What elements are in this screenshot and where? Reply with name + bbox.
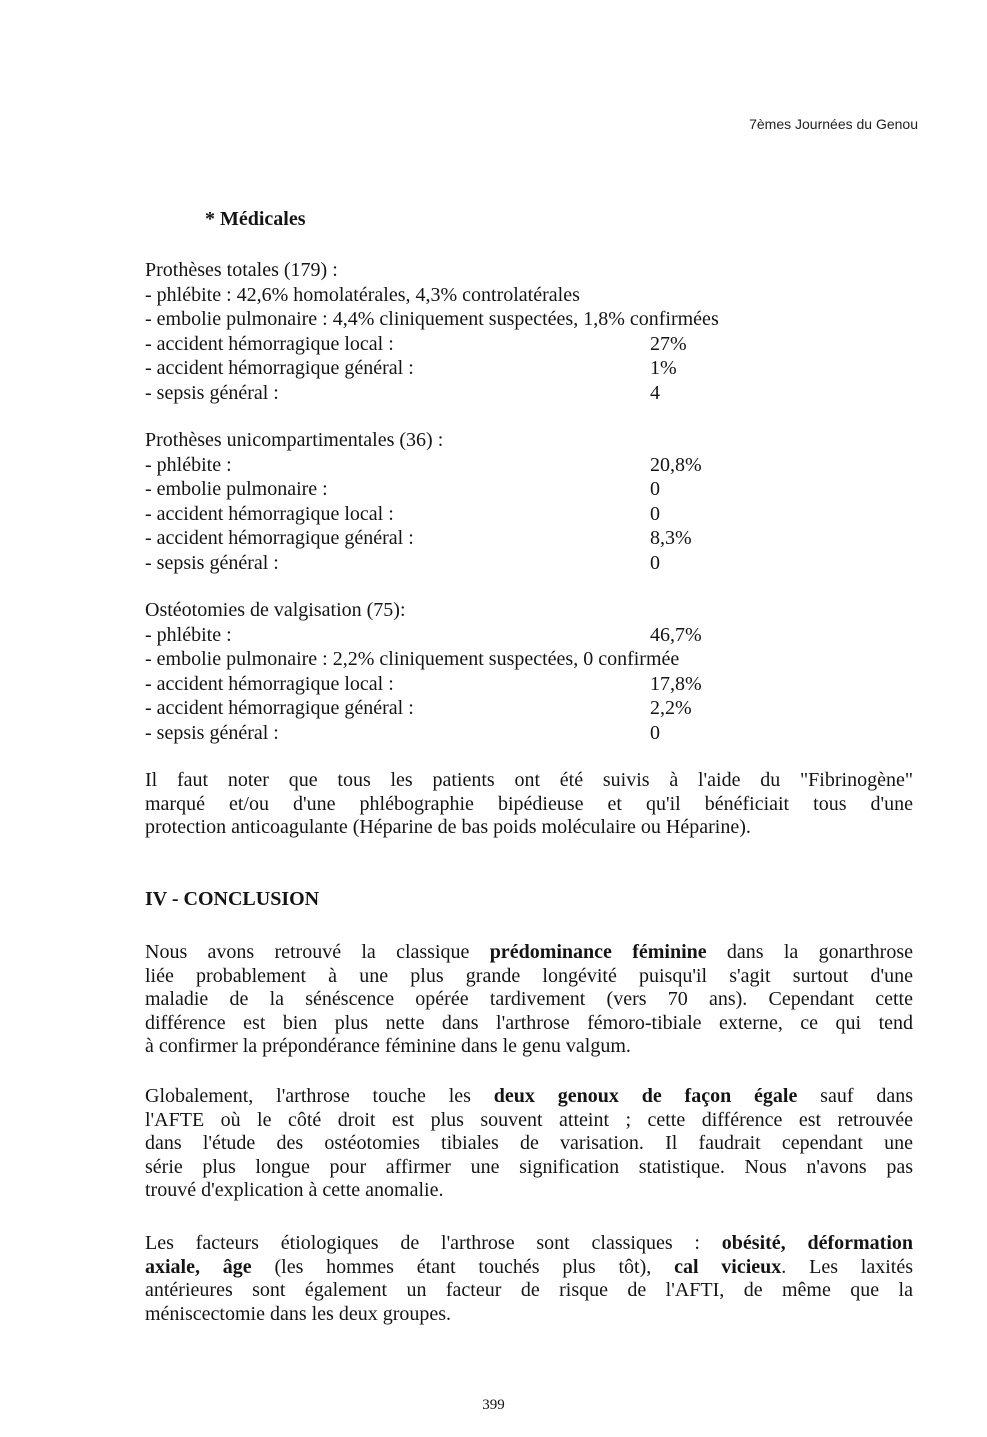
complication-row: [145, 477, 660, 502]
complication-label: - phlébite : 42,6% homolatérales, 4,3% controlatérales: [145, 283, 580, 306]
paragraph-line: [145, 941, 913, 965]
emphasis-text: obésité, déformation: [721, 1232, 913, 1254]
conclusion-paragraph-1: [145, 941, 913, 1059]
complication-value: 4: [650, 381, 660, 404]
complication-row: [145, 551, 660, 576]
complication-row: [145, 332, 719, 357]
complication-label: - accident hémorragique local :: [145, 332, 394, 355]
monitoring-note-paragraph: [145, 769, 913, 840]
complication-value: 46,7%: [650, 623, 702, 646]
paragraph-line: différence est bien plus nette dans l'arthrose fémoro-tibiale externe, ce qui tend: [145, 1011, 913, 1034]
paragraph-line: dans l'étude des ostéotomies tibiales de varisation. Il faudrait cependant une: [145, 1132, 913, 1154]
complication-row: [145, 721, 679, 746]
complication-value: 2,2%: [650, 697, 692, 719]
group-title: Prothèses unicompartimentales (36) :: [145, 429, 444, 451]
complication-label: - accident hémorragique général :: [145, 697, 414, 719]
paragraph-line: marqué et/ou d'une phlébographie bipédieuse et qu'il bénéficiait tous d'une: [145, 792, 913, 815]
complication-row: [145, 307, 719, 332]
complication-row: [145, 283, 719, 308]
complication-label: - phlébite :: [145, 453, 232, 476]
text-run: dans la gonarthrose: [706, 941, 913, 963]
complication-row: [145, 381, 719, 406]
paragraph-line: protection anticoagulante (Héparine de bas poids moléculaire ou Héparine).: [145, 816, 751, 838]
complication-value: 20,8%: [650, 453, 702, 476]
complication-value: 8,3%: [650, 527, 692, 549]
group-unicompartmental-prostheses: [145, 428, 702, 575]
paragraph-line: maladie de la sénéscence opérée tardivement (vers 70 ans). Cependant cette: [145, 988, 913, 1010]
paragraph-line: série plus longue pour affirmer une signification statistique. Nous n'avons pas: [145, 1155, 913, 1178]
complication-row: [145, 672, 702, 697]
complication-row: [145, 647, 679, 672]
complication-value: 17,8%: [650, 672, 702, 695]
paragraph-line: antérieures sont également un facteur de risque de l'AFTI, de même que la: [145, 1279, 913, 1301]
page-number: 399: [482, 1397, 505, 1413]
complication-label: - sepsis général :: [145, 551, 279, 574]
group-title: Prothèses totales (179) :: [145, 259, 338, 281]
complication-label: - accident hémorragique local :: [145, 502, 394, 525]
complication-value: 0: [650, 502, 660, 525]
complication-label: - accident hémorragique général :: [145, 357, 414, 379]
paragraph-line: méniscectomie dans les deux groupes.: [145, 1302, 452, 1325]
complication-row: [145, 502, 660, 527]
paragraph-line: trouvé d'explication à cette anomalie.: [145, 1179, 444, 1201]
complication-row: [145, 453, 702, 478]
text-run: (les hommes étant touchés plus tôt),: [251, 1255, 675, 1278]
text-run: sauf dans: [797, 1085, 913, 1107]
text-run: Globalement, l'arthrose touche les: [145, 1085, 494, 1107]
conclusion-paragraph-2: [145, 1085, 913, 1203]
paragraph-line: Il faut noter que tous les patients ont été suivis à l'aide du "Fibrinogène": [145, 769, 913, 791]
text-run: . Les laxités: [781, 1255, 913, 1278]
group-valgus-osteotomies: [145, 598, 702, 745]
medical-heading: * Médicales: [205, 208, 306, 230]
paragraph-line: [145, 1085, 913, 1109]
emphasis-text: deux genoux de façon égale: [493, 1085, 798, 1107]
conclusion-paragraph-3: [145, 1232, 913, 1326]
complication-label: - embolie pulmonaire :: [145, 478, 328, 500]
complication-label: - sepsis général :: [145, 381, 279, 404]
complication-label: - embolie pulmonaire : 4,4% cliniquement suspectées, 1,8% confirmées: [145, 308, 719, 330]
complication-value: 27%: [650, 332, 687, 355]
complication-value: 0: [650, 721, 660, 744]
paragraph-line: l'AFTE où le côté droit est plus souvent atteint ; cette différence est retrouvée: [145, 1108, 913, 1131]
complication-label: - embolie pulmonaire : 2,2% cliniquement suspectées, 0 confirmée: [145, 648, 680, 670]
complication-label: - accident hémorragique local :: [145, 672, 394, 695]
group-total-prostheses: [145, 258, 719, 405]
running-header: 7èmes Journées du Genou: [749, 116, 918, 132]
paragraph-line: liée probablement à une plus grande longévité puisqu'il s'agit surtout d'une: [145, 964, 913, 987]
text-run: Les facteurs étiologiques de l'arthrose sont classiques :: [145, 1232, 722, 1254]
emphasis-text: axiale, âge: [145, 1255, 252, 1278]
complication-value: 0: [650, 551, 660, 574]
complication-label: - accident hémorragique général :: [145, 527, 414, 549]
group-title: Ostéotomies de valgisation (75):: [145, 599, 406, 621]
emphasis-text: prédominance féminine: [489, 941, 707, 963]
complication-label: - phlébite :: [145, 623, 232, 646]
complication-row: [145, 356, 719, 381]
complication-row: [145, 526, 692, 551]
conclusion-heading: IV - CONCLUSION: [145, 888, 320, 910]
complication-label: - sepsis général :: [145, 721, 279, 744]
complication-row: [145, 623, 702, 648]
complication-value: 0: [650, 478, 660, 500]
complication-row: [145, 696, 692, 721]
paragraph-line: [145, 1232, 913, 1256]
text-run: Nous avons retrouvé la classique: [145, 941, 490, 963]
paragraph-line: à confirmer la prépondérance féminine dans le genu valgum.: [145, 1035, 631, 1057]
paragraph-line: [145, 1256, 913, 1280]
emphasis-text: cal vicieux: [674, 1255, 782, 1278]
complication-value: 1%: [650, 357, 677, 379]
